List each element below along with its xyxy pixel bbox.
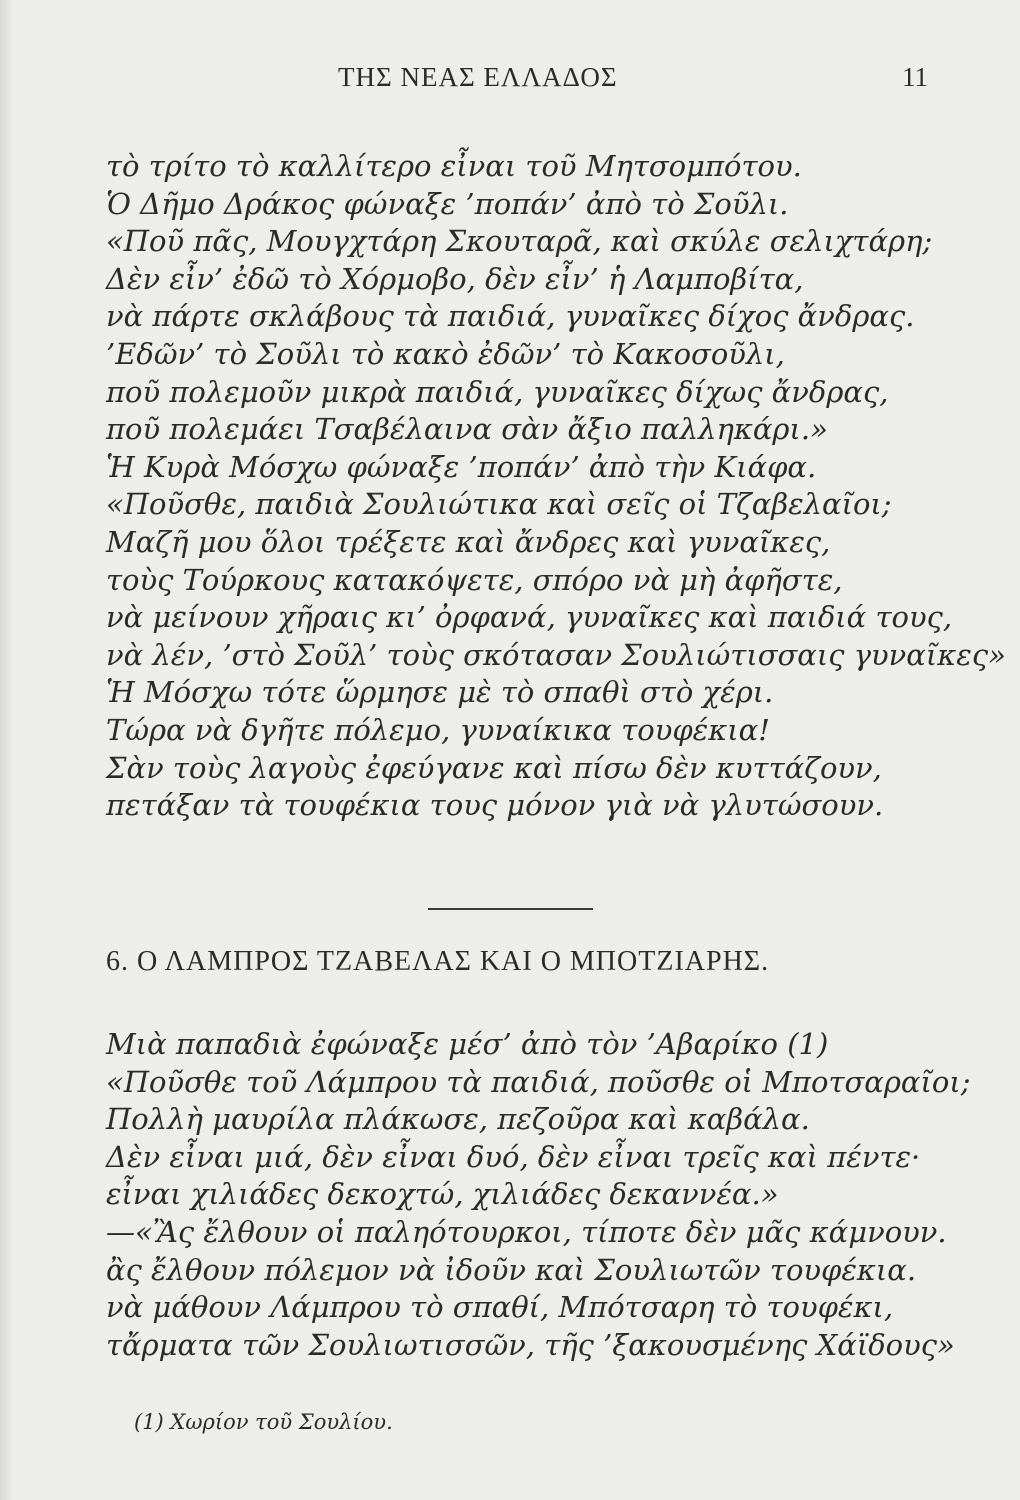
poem-line: νὰ μάθουν Λάμπρου τὸ σπαθί, Μπότσαρη τὸ τουφέκι, [106,1290,894,1325]
page-header [0,62,1020,102]
poem-line: —«Ἂς ἔλθουν οἱ παληότουρκοι, τίποτε δὲν μᾶς κάμνουν. [106,1214,947,1249]
page-number: 11 [902,62,928,92]
poem-line: «Ποῦ πᾶς, Μουγχτάρη Σκουταρᾶ, καὶ σκύλε σελιχτάρη; [106,224,933,259]
poem-continued [106,148,1006,825]
poem-line: εἶναι χιλιάδες δεκοχτώ, χιλιάδες δεκαννέα.» [106,1177,779,1212]
poem-line: ποῦ πολεμοῦν μικρὰ παιδιά, γυναῖκες δίχως ἄνδρας, [106,374,889,409]
poem-line: Σὰν τοὺς λαγοὺς ἐφεύγανε καὶ πίσω δὲν κυττάζουν, [106,750,882,785]
poem-line: ἂς ἔλθουν πόλεμον νὰ ἰδοῦν καὶ Σουλιωτῶν τουφέκια. [106,1252,917,1287]
poem-line: Δὲν εἶν’ ἐδῶ τὸ Χόρμοβο, δὲν εἶν’ ἡ Λαμποβίτα, [106,261,804,296]
poem-line: Μαζῆ μου ὅλοι τρέξετε καὶ ἄνδρες καὶ γυναῖκες, [106,524,831,559]
poem-line: Ἡ Κυρὰ Μόσχω φώναξε ’ποπάν’ ἀπὸ τὴν Κιάφα. [106,449,817,484]
poem-line: νὰ πάρτε σκλάβους τὰ παιδιά, γυναῖκες δίχος ἄνδρας. [106,299,915,334]
poem-line: τἄρματα τῶν Σουλιωτισσῶν, τῆς ’ξακουσμένης Χάϊδους» [106,1327,955,1362]
poem-line: ποῦ πολεμάει Τσαβέλαινα σὰν ἄξιο παλληκάρι.» [106,412,828,447]
poem-line: πετάξαν τὰ τουφέκια τους μόνον γιὰ νὰ γλυτώσουν. [106,788,884,823]
poem-line: Ὁ Δῆμο Δράκος φώναξε ’ποπάν’ ἀπὸ τὸ Σοῦλι. [106,186,789,221]
footnote: (1) Χωρίον τοῦ Σουλίου. [134,1410,393,1434]
poem-line: Δὲν εἶναι μιά, δὲν εἶναι δυό, δὲν εἶναι τρεῖς καὶ πέντε· [106,1139,921,1174]
poem-line: Πολλὴ μαυρίλα πλάκωσε, πεζοῦρα καὶ καβάλα. [106,1102,810,1137]
poem-line: νὰ μείνουν χῆραις κι’ ὀρφανά, γυναῖκες καὶ παιδιά τους, [106,600,953,635]
page-edge-shadow [0,0,14,1500]
poem-line: τὸ τρίτο τὸ καλλίτερο εἶναι τοῦ Μητσομπότου. [106,149,802,183]
section-divider [428,908,593,910]
poem-line: Τώρα νὰ δγῆτε πόλεμο, γυναίκικα τουφέκια! [106,712,770,747]
poem-line: Μιὰ παπαδιὰ ἐφώναξε μέσ’ ἀπὸ τὸν ’Αβαρίκο (1) [106,1027,829,1061]
poem-line: ’Εδῶν’ τὸ Σοῦλι τὸ κακὸ ἐδῶν’ τὸ Κακοσοῦλι, [106,336,785,371]
section-heading: 6. Ο ΛΑΜΠΡΟΣ ΤΖΑΒΕΛΑΣ ΚΑΙ Ο ΜΠΟΤΖΙΑΡΗΣ. [106,946,770,977]
running-title: ΤΗΣ ΝΕΑΣ ΕΛΛΑΔΟΣ [338,62,618,92]
poem-line: «Ποῦσθε τοῦ Λάμπρου τὰ παιδιά, ποῦσθε οἱ Μποτσαραῖοι; [106,1064,971,1099]
poem-line: νὰ λέν, ’στὸ Σοῦλ’ τοὺς σκότασαν Σουλιώτισσαις γυναῖκες» [106,637,1006,672]
poem-line: «Ποῦσθε, παιδιὰ Σουλιώτικα καὶ σεῖς οἱ Τζαβελαῖοι; [106,487,892,522]
poem-line: τοὺς Τούρκους κατακόψετε, σπόρο νὰ μὴ ἀφῆστε, [106,562,843,597]
poem-line: Ἡ Μόσχω τότε ὥρμησε μὲ τὸ σπαθὶ στὸ χέρι. [106,675,774,710]
poem-section [106,1026,986,1364]
